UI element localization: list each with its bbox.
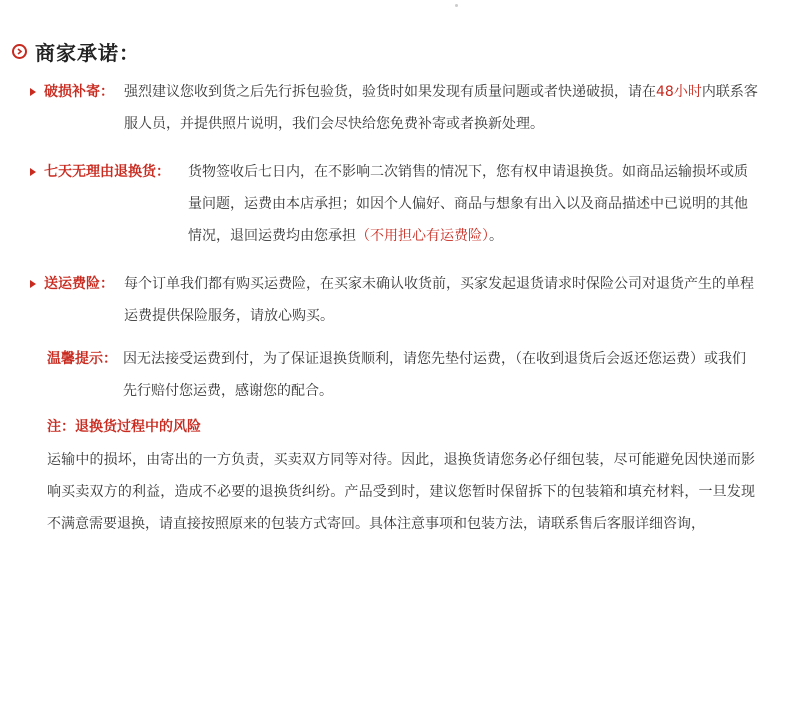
- promise-label: 七天无理由退换货：: [44, 164, 170, 180]
- promise-text: 每个订单我们都有购买运费险，在买家未确认收货前，买家发起退货请求时保险公司对退货产生的单程运费提供保险服务，请放心购买。: [124, 276, 754, 324]
- triangle-bullet-icon: [30, 88, 36, 96]
- section-heading: [12, 38, 140, 64]
- note-title: 注：退换货过程中的风险: [47, 419, 201, 435]
- promise-label: 送运费险：: [44, 276, 114, 292]
- tip-text: 因无法接受运费到付，为了保证退换货顺利，请您先垫付运费，（在收到退货后会返还您运费）或我们先行赔付您运费，感谢您的配合。: [123, 351, 746, 399]
- promise-item-insurance: [30, 268, 760, 332]
- promise-text: 强烈建议您收到货之后先行拆包验货，验货时如果发现有质量问题或者快递破损，请在48小时内联系客服人员，并提供照片说明，我们会尽快给您免费补寄或者换新处理。: [124, 84, 758, 132]
- triangle-bullet-icon: [30, 168, 36, 176]
- triangle-bullet-icon: [30, 280, 36, 288]
- promise-label: 破损补寄：: [44, 84, 114, 100]
- promise-item-damage: [30, 76, 760, 140]
- promise-item-return: [30, 156, 760, 252]
- tip-label: 温馨提示：: [47, 351, 117, 367]
- circle-chevron-right-icon: [12, 44, 27, 59]
- note-text: 运输中的损坏，由寄出的一方负责，买卖双方同等对待。因此，退换货请您务必仔细包装，尽可能避免因快递而影响买卖双方的利益，造成不必要的退换货纠纷。产品受到时，建议您暂时保留拆下的包装箱和填充材料，一旦发现不满意需要退换，请直接按照原来的包装方式寄回。具体注意事项和包装方法，请联系售后客服详细咨询，: [47, 452, 755, 532]
- top-dot: [455, 4, 458, 7]
- page-title: 商家承诺：: [35, 40, 140, 65]
- promise-text: 货物签收后七日内，在不影响二次销售的情况下，您有权申请退换货。如商品运输损坏或质量问题，运费由本店承担；如因个人偏好、商品与想象有出入以及商品描述中已说明的其他情况，退回运费均由您承担（不用担心有运费险）。: [188, 164, 748, 244]
